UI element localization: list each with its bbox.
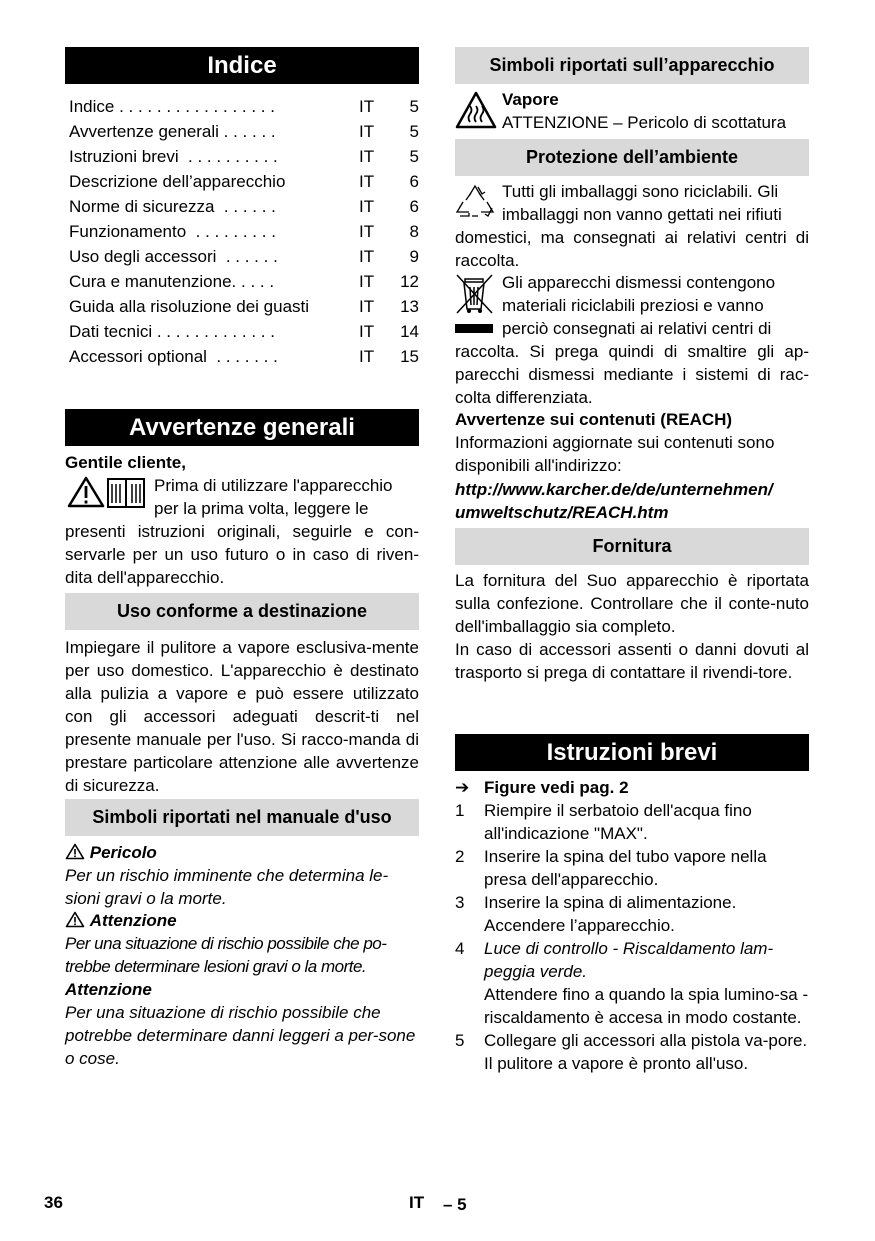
reach-text: Informazioni aggiornate sui contenuti sono disponibili all'indirizzo: [455, 433, 775, 475]
greeting: Gentile cliente, [65, 453, 186, 472]
read-manual-book-icon [106, 476, 146, 516]
danger-warning-icon [65, 843, 85, 862]
warning-block [65, 909, 419, 978]
warning-label: Attenzione [89, 911, 177, 930]
supply-heading: Fornitura [455, 528, 809, 565]
supply-text-2: In caso di accessori assenti o danni dovuti al trasporto si prega di contattare il rivendi-tore. [455, 640, 809, 682]
toc-entry[interactable]: Norme di sicurezza . . . . . . IT 6 [69, 197, 419, 216]
step-item: 5 Collegare gli accessori alla pistola va-pore. Il pulitore a vapore è pronto all'uso. [455, 1031, 808, 1073]
reach-heading: Avvertenze sui contenuti (REACH) [455, 410, 733, 429]
general-intro-text: presenti istruzioni originali, seguirle e con-servarle per un uso futuro o in caso di riven-dita dell'apparecchio. [65, 522, 419, 587]
danger-label: Pericolo [89, 843, 157, 862]
warning-triangle-icon [67, 476, 105, 514]
steam-label: Vapore [502, 90, 559, 109]
toc-entry[interactable]: Uso degli accessori . . . . . . IT 9 [69, 247, 419, 266]
toc-entry[interactable]: Dati tecnici . . . . . . . . . . . . . IT 14 [69, 322, 419, 341]
crossed-out-bin-icon [455, 273, 495, 341]
warning-text: Per una situazione di rischio possibile che po-trebbe determinare lesioni gravi o la morte. [65, 934, 387, 976]
step-item: 2 Inserire la spina del tubo vapore nella presa dell'apparecchio. [455, 847, 767, 889]
step-item: 1 Riempire il serbatoio dell'acqua fino all'indicazione "MAX". [455, 801, 752, 843]
recycling-icon [455, 182, 495, 228]
toc-heading: Indice [65, 47, 419, 84]
toc-entry[interactable]: Avvertenze generali . . . . . . IT 5 [69, 122, 419, 141]
packaging-lines: Tutti gli imballaggi sono riciclabili. Gli imballaggi non vanno gettati nei rifiuti [502, 182, 782, 224]
caution-label: Attenzione [65, 980, 152, 999]
toc-entry[interactable]: Funzionamento . . . . . . . . . IT 8 [69, 222, 419, 241]
warning-icon [65, 911, 85, 930]
table-of-contents [69, 94, 423, 369]
general-heading: Avvertenze generali [65, 409, 419, 446]
toc-entry[interactable]: Cura e manutenzione. . . . . IT 12 [69, 272, 419, 291]
caution-block [65, 978, 419, 1070]
caution-text: Per una situazione di rischio possibile che potrebbe determinare danni leggeri a per-sone o cose. [65, 1003, 416, 1068]
general-intro-lines: Prima di utilizzare l'apparecchio per la prima volta, leggere le [154, 476, 393, 518]
footer-page-ref: – 5 [443, 1195, 467, 1214]
quick-heading: Istruzioni brevi [455, 734, 809, 771]
toc-entry[interactable]: Descrizione dell’apparecchio IT 6 [69, 172, 419, 191]
toc-entry[interactable]: Istruzioni brevi . . . . . . . . . . IT 5 [69, 147, 419, 166]
step-item: 3 Inserire la spina di alimentazione. Accendere l’apparecchio. [455, 893, 737, 935]
quick-steps [455, 799, 809, 1075]
steam-symbol-text [502, 88, 812, 134]
toc-entry[interactable]: Accessori optional . . . . . . . IT 15 [69, 347, 419, 366]
arrow-right-icon: ➔ [455, 778, 470, 797]
reach-link[interactable]: http://www.karcher.de/de/unternehmen/ umweltschutz/REACH.htm [455, 480, 773, 522]
toc-entry[interactable]: Guida alla risoluzione dei guasti IT 13 [69, 297, 419, 316]
intended-use-heading: Uso conforme a destinazione [65, 593, 419, 630]
device-symbols-heading: Simboli riportati sull’apparecchio [455, 47, 809, 84]
old-devices-lines: Gli apparecchi dismessi contengono materiali riciclabili preziosi e vanno perciò consegnati ai relativi centri di [502, 273, 776, 338]
steam-warning: ATTENZIONE – Pericolo di scottatura [502, 113, 787, 132]
page-number: 36 [44, 1193, 63, 1212]
intended-use-text: Impiegare il pulitore a vapore esclusiva-mente per uso domestico. L'apparecchio è destinato alla pulizia a vapore e può essere utilizzato con gli accessori adeguati descrit-ti nel presente manuale per l'uso. Si racco-manda di prestare particolare attenzione alle avvertenze di sicurezza. [65, 638, 419, 795]
environment-heading: Protezione dell’ambiente [455, 139, 809, 176]
hot-steam-warning-icon [455, 91, 497, 135]
old-devices-text: raccolta. Si prega quindi di smaltire gli ap-parecchi dismessi mediante i sistemi di rac-colta differenziata. [455, 342, 809, 407]
step-item: 4 Luce di controllo - Riscaldamento lam-peggia verde. Attendere fino a quando la spia lumino-sa - riscaldamento è accesa in modo costante. [455, 939, 809, 1027]
danger-text: Per un rischio imminente che determina le-sioni gravi o la morte. [65, 866, 389, 908]
supply-text-1: La fornitura del Suo apparecchio è riportata sulla confezione. Controllare che il conte-nuto dell'imballaggio sia completo. [455, 571, 809, 636]
figures-reference: ➔ Figure vedi pag. 2 [455, 778, 629, 797]
packaging-text: domestici, ma consegnati ai relativi centri di raccolta. [455, 228, 809, 270]
danger-block [65, 841, 419, 910]
manual-symbols-heading: Simboli riportati nel manuale d'uso [65, 799, 419, 836]
toc-entry[interactable]: Indice . . . . . . . . . . . . . . . . . IT 5 [69, 97, 419, 116]
footer-language: IT [409, 1193, 425, 1212]
